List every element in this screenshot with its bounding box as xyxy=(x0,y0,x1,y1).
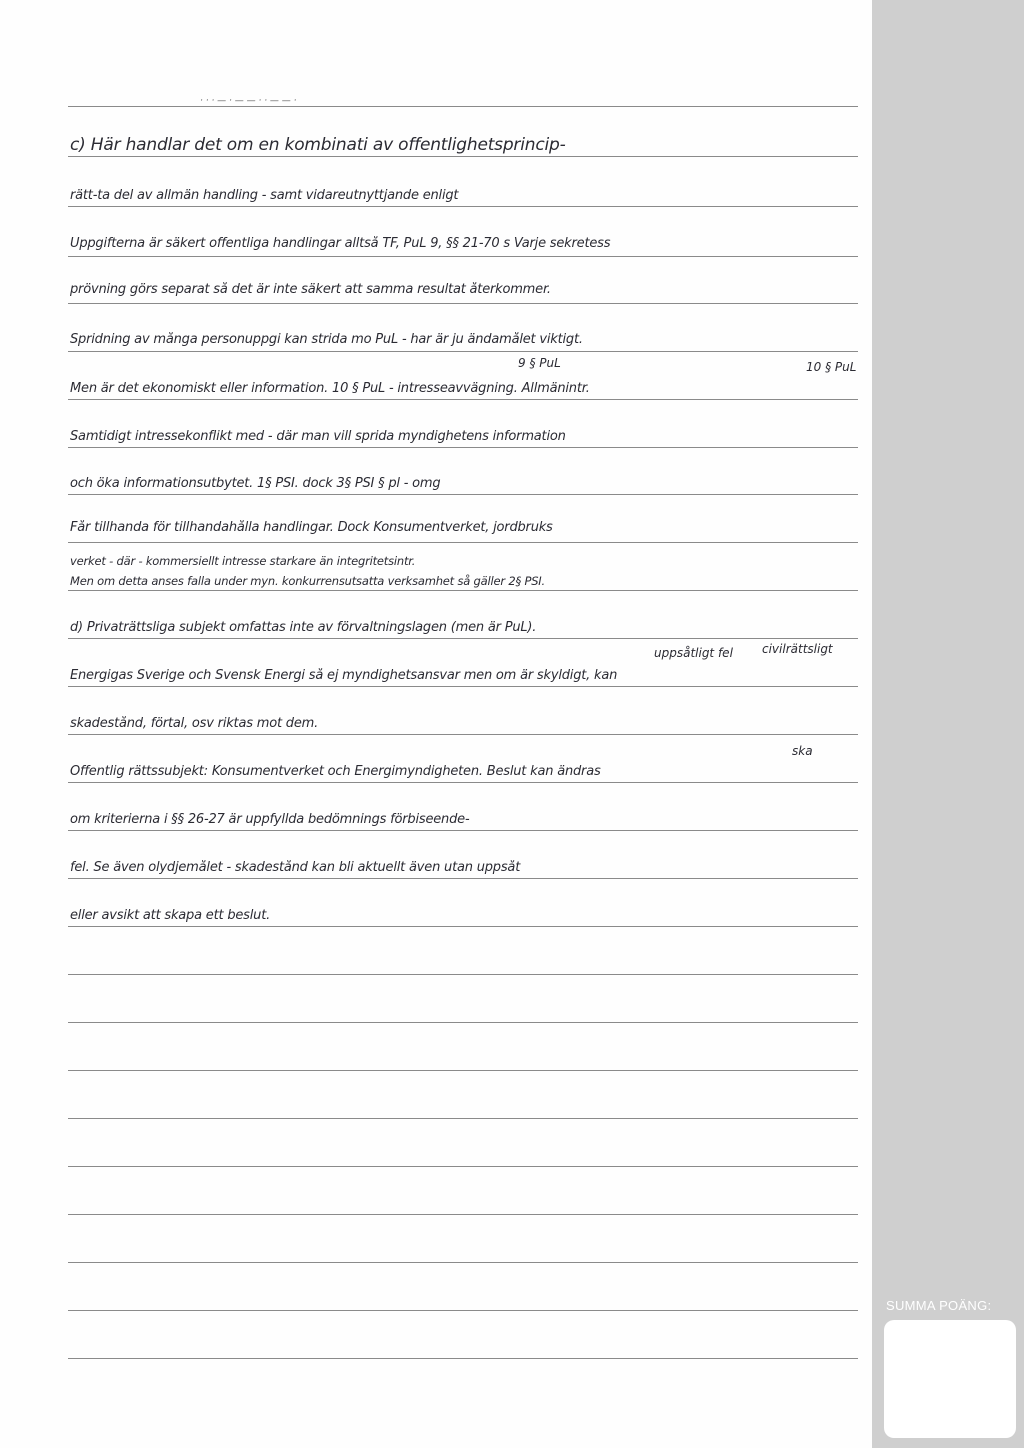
margin-note: uppsåtligt fel xyxy=(654,646,733,660)
ruled-line xyxy=(68,974,858,975)
ruled-line xyxy=(68,256,858,257)
ruled-line xyxy=(68,399,858,400)
ruled-line xyxy=(68,830,858,831)
answer-line: Energigas Sverige och Svensk Energi så ej myndighetsansvar men om är skyldigt, kan xyxy=(70,668,618,683)
answer-line: Samtidigt intressekonflikt med - där man vill sprida myndighetens information xyxy=(70,429,566,444)
answer-line: Spridning av många personuppgi kan strida mo PuL - har är ju ändamålet viktigt. xyxy=(70,332,583,347)
ruled-line xyxy=(68,1070,858,1071)
ruled-line xyxy=(68,542,858,543)
answer-line: skadestånd, förtal, osv riktas mot dem. xyxy=(70,716,319,731)
answer-line: Men är det ekonomiskt eller information. 10 § PuL - intresseavvägning. Allmänintr. xyxy=(70,381,590,396)
ruled-line xyxy=(68,494,858,495)
margin-note: civilrättsligt xyxy=(762,642,833,656)
ruled-line xyxy=(68,1166,858,1167)
margin-note: 9 § PuL xyxy=(518,356,561,370)
ruled-line xyxy=(68,1262,858,1263)
ruled-line xyxy=(68,878,858,879)
ruled-line xyxy=(68,447,858,448)
ruled-line xyxy=(68,926,858,927)
answer-line: Men om detta anses falla under myn. konkurrensutsatta verksamhet så gäller 2§ PSI. xyxy=(70,574,545,588)
ruled-line xyxy=(68,638,858,639)
ruled-line xyxy=(68,351,858,352)
score-input-box[interactable] xyxy=(884,1320,1016,1438)
ruled-line xyxy=(68,1214,858,1215)
ruled-line xyxy=(68,590,858,591)
answer-line: d) Privaträttsliga subjekt omfattas inte av förvaltningslagen (men är PuL). xyxy=(70,620,537,635)
answer-line: Offentlig rättssubjekt: Konsumentverket och Energimyndigheten. Beslut kan ändras xyxy=(70,764,601,779)
margin-note: 10 § PuL xyxy=(806,360,857,374)
ruled-line xyxy=(68,106,858,107)
answer-line: verket - där - kommersiellt intresse starkare än integritetsintr. xyxy=(70,554,416,568)
answer-line: och öka informationsutbytet. 1§ PSI. dock 3§ PSI § pl - omg xyxy=(70,476,441,491)
ruled-line xyxy=(68,686,858,687)
score-sidebar xyxy=(872,0,1024,1448)
ruled-line xyxy=(68,156,858,157)
answer-line: eller avsikt att skapa ett beslut. xyxy=(70,908,271,923)
ruled-line xyxy=(68,1310,858,1311)
answer-line: c) Här handlar det om en kombinati av offentlighetsprincip- xyxy=(70,135,566,155)
answer-line: Får tillhanda för tillhandahålla handlingar. Dock Konsumentverket, jordbruks xyxy=(70,520,553,535)
margin-note: ska xyxy=(792,744,813,758)
ruled-line xyxy=(68,1118,858,1119)
summa-poang-label: SUMMA POÄNG: xyxy=(886,1298,992,1313)
ruled-line xyxy=(68,782,858,783)
ruled-line xyxy=(68,734,858,735)
answer-line: Uppgifterna är säkert offentliga handlingar alltså TF, PuL 9, §§ 21-70 s Varje sekretess xyxy=(70,236,611,251)
ruled-line xyxy=(68,1358,858,1359)
answer-line: fel. Se även olydjemålet - skadestånd kan bli aktuellt även utan uppsåt xyxy=(70,860,521,875)
answer-line: om kriterierna i §§ 26-27 är uppfyllda bedömnings förbiseende- xyxy=(70,812,470,827)
ruled-line xyxy=(68,206,858,207)
ruled-line xyxy=(68,1022,858,1023)
answer-line: rätt-ta del av allmän handling - samt vidareutnyttjande enligt xyxy=(70,188,459,203)
top-margin-scribble: · · · — · — — · · — — · xyxy=(200,96,297,106)
answer-line: prövning görs separat så det är inte säkert att samma resultat återkommer. xyxy=(70,282,551,297)
ruled-line xyxy=(68,303,858,304)
